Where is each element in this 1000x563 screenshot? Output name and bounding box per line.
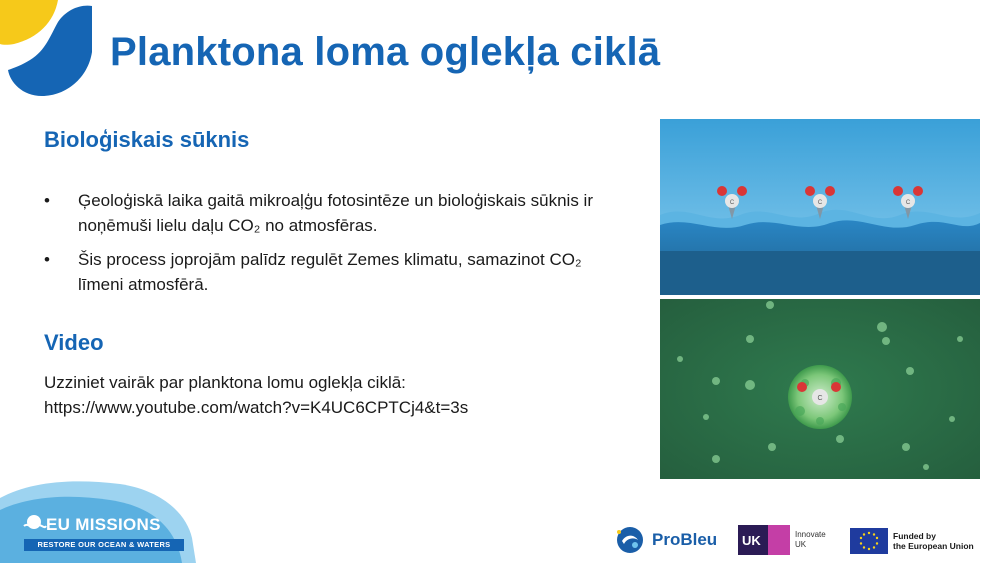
european-union-label: the European Union — [893, 541, 974, 551]
section-heading-biological-pump: Bioloģiskais sūknis — [44, 127, 250, 152]
bullet-item — [44, 188, 624, 238]
probleu-logo — [614, 523, 717, 557]
bullet-list — [44, 188, 624, 306]
atom-label: C — [817, 200, 823, 206]
atom-label: C — [817, 395, 823, 402]
atom-label: C — [905, 200, 911, 206]
bullet-marker: • — [44, 250, 50, 269]
probleu-label: ProBleu — [652, 530, 718, 549]
bullet-text: Šis process joprojām palīdz regulēt Zemes klimatu, samazinot CO₂ līmeni atmosfērā. — [78, 250, 582, 294]
bullet-text: Ģeoloģiskā laika gaitā mikroaļģu fotosintēze un bioloģiskais sūknis ir noņēmuši lielu daļu CO₂ no atmosfēras. — [78, 191, 593, 235]
bullet-item — [44, 247, 624, 297]
bullet-marker: • — [44, 191, 50, 210]
plankton-cell-illustration — [660, 299, 980, 479]
funded-by-label: Funded by — [893, 531, 936, 541]
probleu-icon — [614, 524, 646, 556]
eu-flag-icon — [850, 528, 888, 554]
video-link[interactable]: https://www.youtube.com/watch?v=K4UC6CPTCj4&t=3s — [44, 398, 469, 417]
ukri-icon — [738, 525, 790, 555]
svg-text:UK: UK — [742, 533, 761, 548]
eu-funding-logo — [850, 527, 974, 555]
uk-label: UK — [795, 540, 807, 549]
eu-missions-subtitle: RESTORE OUR OCEAN & WATERS — [24, 539, 184, 551]
video-description — [44, 370, 468, 420]
section-heading-video: Video — [44, 330, 104, 355]
corner-logo — [0, 0, 100, 100]
ukri-innovate-logo — [738, 524, 826, 556]
ocean-co2-illustration — [660, 119, 980, 295]
slide-title: Planktona loma oglekļa ciklā — [110, 30, 661, 74]
innovate-label: Innovate — [795, 530, 826, 539]
atom-label: C — [729, 200, 735, 206]
eu-missions-label: EU MISSIONS — [46, 515, 161, 534]
video-intro-text: Uzziniet vairāk par planktona lomu oglekļa ciklā: — [44, 373, 406, 392]
